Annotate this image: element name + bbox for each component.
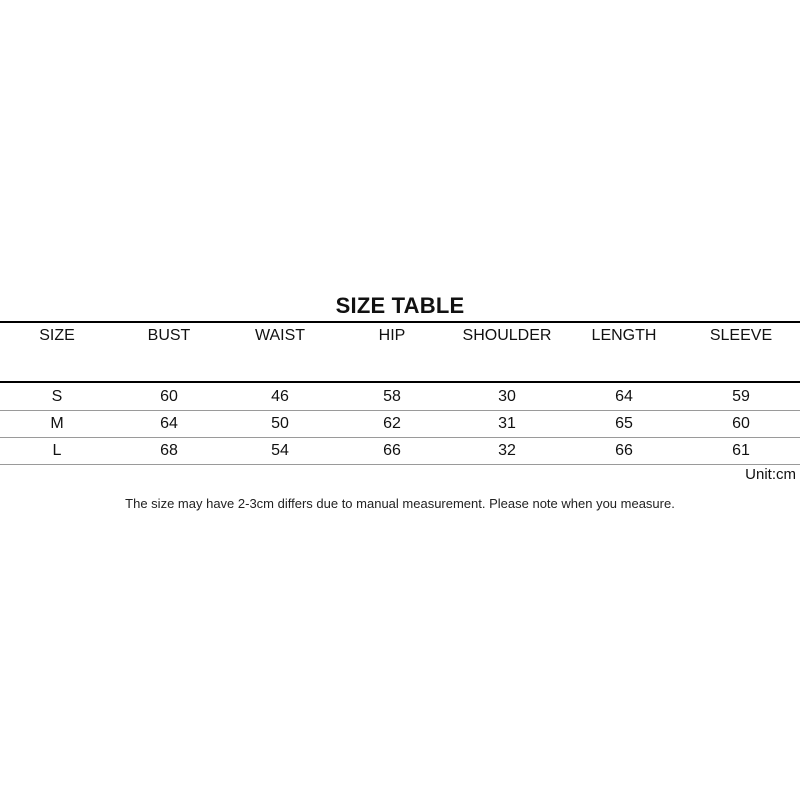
table-cell: 60	[682, 411, 800, 438]
table-cell: 50	[224, 411, 336, 438]
table-cell: M	[0, 411, 114, 438]
table-cell: 60	[114, 383, 224, 411]
table-cell: 64	[566, 383, 682, 411]
table-cell: 58	[336, 383, 448, 411]
header-hip: HIP	[378, 327, 406, 344]
size-table-section	[0, 292, 800, 465]
table-cell: 46	[224, 383, 336, 411]
table-cell: L	[0, 438, 114, 465]
table-cell: 66	[566, 438, 682, 465]
table-cell: 54	[224, 438, 336, 465]
header-spacer	[0, 349, 800, 381]
unit-label: Unit:cm	[745, 466, 796, 483]
table-row	[0, 383, 800, 411]
table-cell: 66	[336, 438, 448, 465]
table-cell: 62	[336, 411, 448, 438]
header-shoulder: SHOULDER	[462, 327, 552, 344]
header-spacer-cell	[0, 349, 800, 381]
header-bust: BUST	[147, 327, 191, 344]
table-cell: 65	[566, 411, 682, 438]
table-cell: 61	[682, 438, 800, 465]
table-cell: 59	[682, 383, 800, 411]
header-sleeve: SLEEVE	[709, 327, 773, 344]
table-cell: 32	[448, 438, 566, 465]
header-row	[0, 323, 800, 349]
table-cell: S	[0, 383, 114, 411]
header-waist: WAIST	[254, 327, 306, 344]
table-row	[0, 411, 800, 438]
header-size: SIZE	[39, 327, 75, 344]
table-cell: 68	[114, 438, 224, 465]
table-cell: 64	[114, 411, 224, 438]
size-table-title: SIZE TABLE	[335, 293, 465, 318]
table-row	[0, 438, 800, 465]
measurement-note: The size may have 2-3cm differs due to manual measurement. Please note when you measure.	[125, 496, 675, 511]
size-table	[0, 323, 800, 465]
header-length: LENGTH	[591, 327, 657, 344]
table-cell: 31	[448, 411, 566, 438]
table-cell: 30	[448, 383, 566, 411]
